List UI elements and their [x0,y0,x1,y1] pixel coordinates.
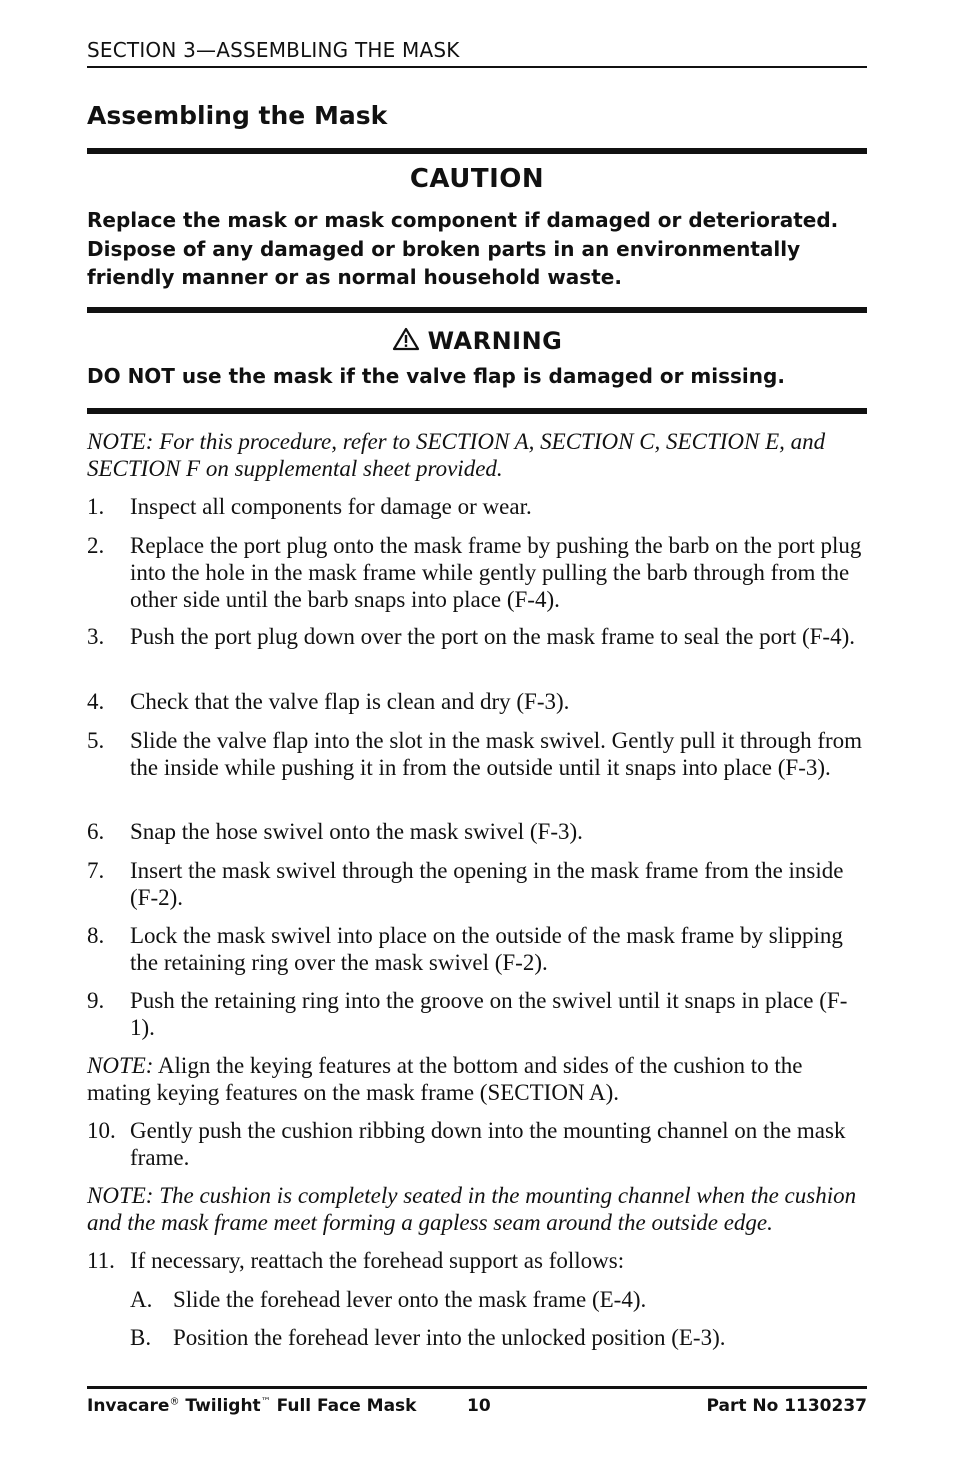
caution-text: Replace the mask or mask component if damaged or deteriorated. Dispose of any damaged or broken parts in an environmentally friendly manner or as normal household waste. [87,208,839,289]
warning-heading: WARNING [427,327,563,355]
page-number: 10 [467,1396,491,1416]
list-item: 1. Inspect all components for damage or wear. [87,494,532,519]
sub-list-item: B. Position the forehead lever into the unlocked position (E-3). [130,1325,726,1350]
list-item: 3. Push the port plug down over the port on the mask frame to seal the port (F-4). [87,624,855,649]
warning-emphasis: DO NOT [87,364,175,388]
warning-heading-row [87,327,867,355]
list-item: 6. Snap the hose swivel onto the mask swivel (F-3). [87,819,583,844]
list-item: 9. Push the retaining ring into the groove on the swivel until it snaps in place (F-1). [87,988,848,1040]
list-item: 10. Gently push the cushion ribbing down into the mounting channel on the mask frame. [87,1118,846,1170]
warning-triangle-icon [392,327,420,351]
warning-top-rule [87,307,867,313]
list-item: 11. If necessary, reattach the forehead support as follows: [87,1248,625,1273]
caution-top-rule [87,148,867,154]
note-procedure: NOTE: For this procedure, refer to SECTION A, SECTION C, SECTION E, and SECTION F on supplemental sheet provided. [87,429,826,481]
part-number: Part No 1130237 [706,1396,867,1416]
note-keying: NOTE: Align the keying features at the bottom and sides of the cushion to the mating keying features on the mask frame (SECTION A). [87,1053,803,1105]
sub-list-item: A. Slide the forehead lever onto the mask frame (E-4). [130,1287,647,1312]
warning-text [87,364,867,388]
section-header: SECTION 3—ASSEMBLING THE MASK [87,38,867,68]
list-item: 5. Slide the valve flap into the slot in the mask swivel. Gently pull it through from the inside while pushing it in from the outside until it snaps into place (F-3). [87,728,863,780]
note-cushion: NOTE: The cushion is completely seated in the mounting channel when the cushion and the mask frame meet forming a gapless seam around the outside edge. [87,1183,857,1235]
list-item: 8. Lock the mask swivel into place on the outside of the mask frame by slipping the retaining ring over the mask swivel (F-2). [87,923,843,975]
warning-bottom-rule [87,408,867,414]
list-item: 4. Check that the valve flap is clean and dry (F-3). [87,689,570,714]
footer-product: Invacare® Twilight™ Full Face Mask [87,1396,417,1416]
list-item: 7. Insert the mask swivel through the opening in the mask frame from the inside (F-2). [87,858,844,910]
footer-rule [87,1386,867,1389]
warning-rest: use the mask if the valve flap is damaged or missing. [174,364,785,388]
list-item: 2. Replace the port plug onto the mask frame by pushing the barb on the port plug into the hole in the mask frame while gently pulling the barb through from the other side until the barb snaps into place (F-4). [87,533,862,612]
caution-heading: CAUTION [409,164,545,194]
page-title: Assembling the Mask [87,101,388,130]
